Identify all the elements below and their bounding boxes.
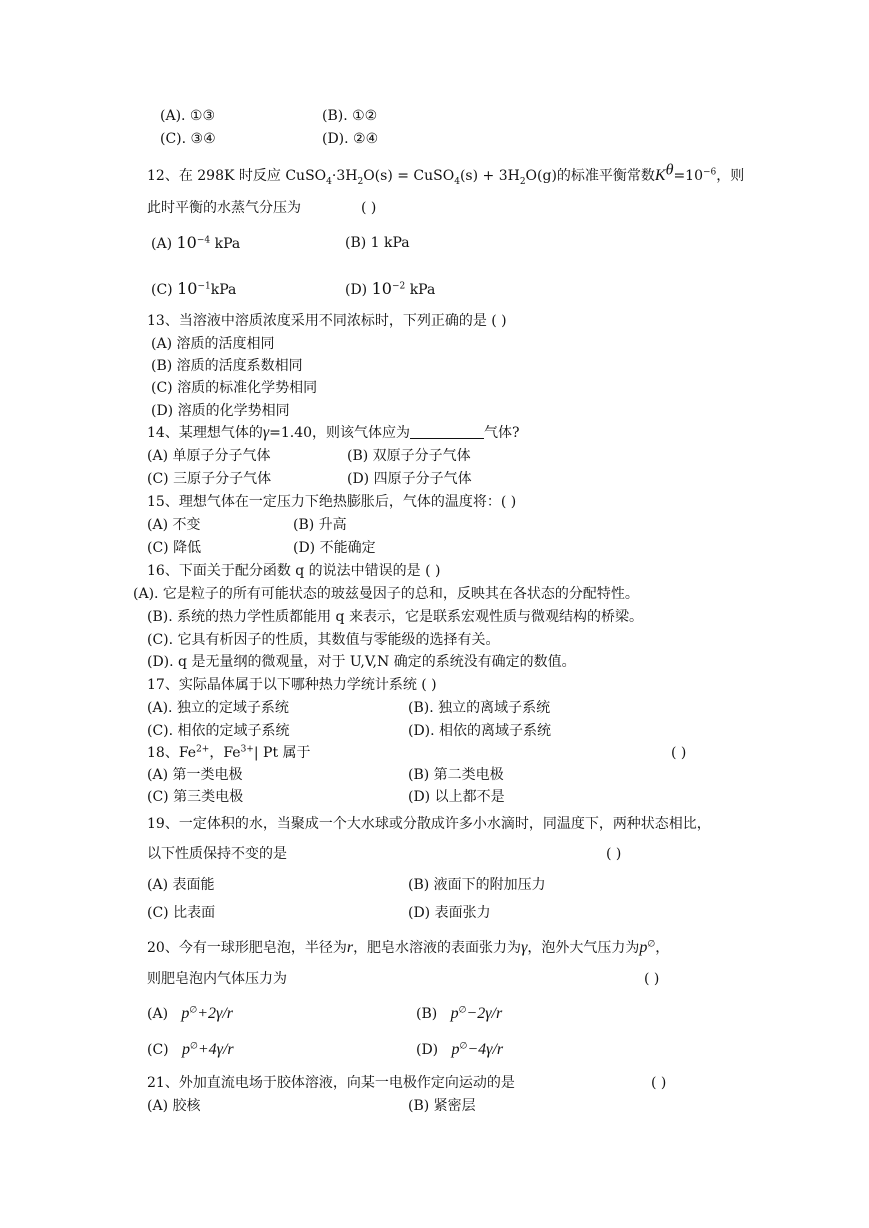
q11-option-b: (B). ①② — [322, 108, 378, 124]
q14-option-b: (B) 双原子分子气体 — [347, 448, 471, 464]
q21-answer-paren: ( ) — [651, 1075, 667, 1091]
q20-option-d: (D) p∅−4γ/r — [416, 1041, 504, 1058]
q17-option-c: (C). 相依的定域子系统 — [147, 723, 290, 739]
q14-stem: 14、某理想气体的γ=1.40，则该气体应为 气体? — [147, 424, 520, 441]
q13-option-a: (A) 溶质的活度相同 — [151, 336, 275, 352]
q21-stem: 21、外加直流电场于胶体溶液，向某一电极作定向运动的是 — [147, 1075, 515, 1091]
q17-option-d: (D). 相依的离域子系统 — [408, 723, 552, 739]
q12-option-b: (B) 1 kPa — [345, 235, 410, 251]
q15-stem: 15、理想气体在一定压力下绝热膨胀后，气体的温度将：( ) — [147, 494, 517, 510]
q12-option-a: (A) $10^{-4}$ kPa — [151, 233, 241, 252]
q12-option-c: (C) $10^{-1}kPa$ — [151, 279, 237, 298]
q14-option-c: (C) 三原子分子气体 — [147, 471, 272, 487]
equilibrium-constant-symbol: K — [654, 167, 666, 184]
q11-option-c: (C). ③④ — [160, 131, 216, 147]
q18-option-c: (C) 第三类电极 — [147, 789, 244, 805]
q19-answer-paren: ( ) — [606, 846, 622, 862]
q12-option-d: (D) $10^{-2}$ kPa — [345, 279, 436, 298]
q20-option-a: (A) p∅+2γ/r — [147, 1005, 234, 1022]
q13-option-d: (D) 溶质的化学势相同 — [151, 403, 290, 419]
q17-option-a: (A). 独立的定域子系统 — [147, 700, 289, 716]
q16-stem: 16、下面关于配分函数 q 的说法中错误的是 ( ) — [147, 563, 441, 579]
q13-stem: 13、当溶液中溶质浓度采用不同浓标时，下列正确的是 ( ) — [147, 313, 507, 329]
q19-stem-line2: 以下性质保持不变的是 — [147, 846, 287, 862]
q18-answer-paren: ( ) — [671, 745, 687, 761]
q20-option-b: (B) p∅−2γ/r — [416, 1005, 503, 1022]
q18-option-b: (B) 第二类电极 — [408, 767, 504, 783]
q16-option-c: (C). 它具有析因子的性质，其数值与零能级的选择有关。 — [147, 632, 500, 648]
q16-option-d: (D). q 是无量纲的微观量，对于 U,V,N 确定的系统没有确定的数值。 — [147, 654, 576, 670]
q18-stem: 18、$Fe^{2+}$，$Fe^{3+}|$ Pt 属于 — [147, 744, 311, 761]
q15-option-d: (D) 不能确定 — [293, 540, 376, 556]
q16-option-a: (A). 它是粒子的所有可能状态的玻兹曼因子的总和，反映其在各状态的分配特性。 — [133, 586, 639, 602]
q15-option-a: (A) 不变 — [147, 517, 201, 533]
q17-stem: 17、实际晶体属于以下哪种热力学统计系统 ( ) — [147, 677, 437, 693]
q18-option-d: (D) 以上都不是 — [408, 789, 505, 805]
q21-option-b: (B) 紧密层 — [408, 1098, 476, 1114]
q15-option-c: (C) 降低 — [147, 540, 202, 556]
q20-option-c: (C) p∅+4γ/r — [147, 1041, 234, 1058]
q12-stem-line2: 此时平衡的水蒸气分压为 — [147, 200, 301, 216]
q14-option-d: (D) 四原子分子气体 — [347, 471, 472, 487]
q18-option-a: (A) 第一类电极 — [147, 767, 243, 783]
q21-option-a: (A) 胶核 — [147, 1098, 201, 1114]
q12-stem-line1: 12、在 298K 时反应 $CuSO_4\cdot 3H_2O(s)$ = CuSO$_4$(s) + $3H_2O(g)$的标准平衡常数$K^\theta=10^{-6}$，则 — [147, 161, 745, 187]
q20-stem-line1: 20、今有一球形肥皂泡，半径为r，肥皂水溶液的表面张力为γ，泡外大气压力为p∅， — [147, 939, 670, 956]
q19-option-a: (A) 表面能 — [147, 877, 215, 893]
q19-option-b: (B) 液面下的附加压力 — [408, 877, 546, 893]
q13-option-c: (C) 溶质的标准化学势相同 — [151, 380, 318, 396]
q11-option-a: (A). ①③ — [160, 108, 216, 124]
q20-stem-line2: 则肥皂泡内气体压力为 — [147, 971, 287, 987]
q17-option-b: (B). 独立的离域子系统 — [408, 700, 551, 716]
fill-in-blank — [410, 424, 484, 439]
q19-stem-line1: 19、一定体积的水，当聚成一个大水球或分散成许多小水滴时，同温度下，两种状态相比， — [147, 816, 711, 832]
q11-option-d: (D). ②④ — [322, 131, 379, 147]
q19-option-d: (D) 表面张力 — [408, 905, 491, 921]
q20-answer-paren: ( ) — [644, 971, 660, 987]
q14-option-a: (A) 单原子分子气体 — [147, 448, 271, 464]
q19-option-c: (C) 比表面 — [147, 905, 216, 921]
q13-option-b: (B) 溶质的活度系数相同 — [151, 358, 303, 374]
q15-option-b: (B) 升高 — [293, 517, 347, 533]
q12-answer-paren: ( ) — [361, 200, 377, 216]
q16-option-b: (B). 系统的热力学性质都能用 q 来表示，它是联系宏观性质与微观结构的桥梁。 — [147, 609, 643, 625]
